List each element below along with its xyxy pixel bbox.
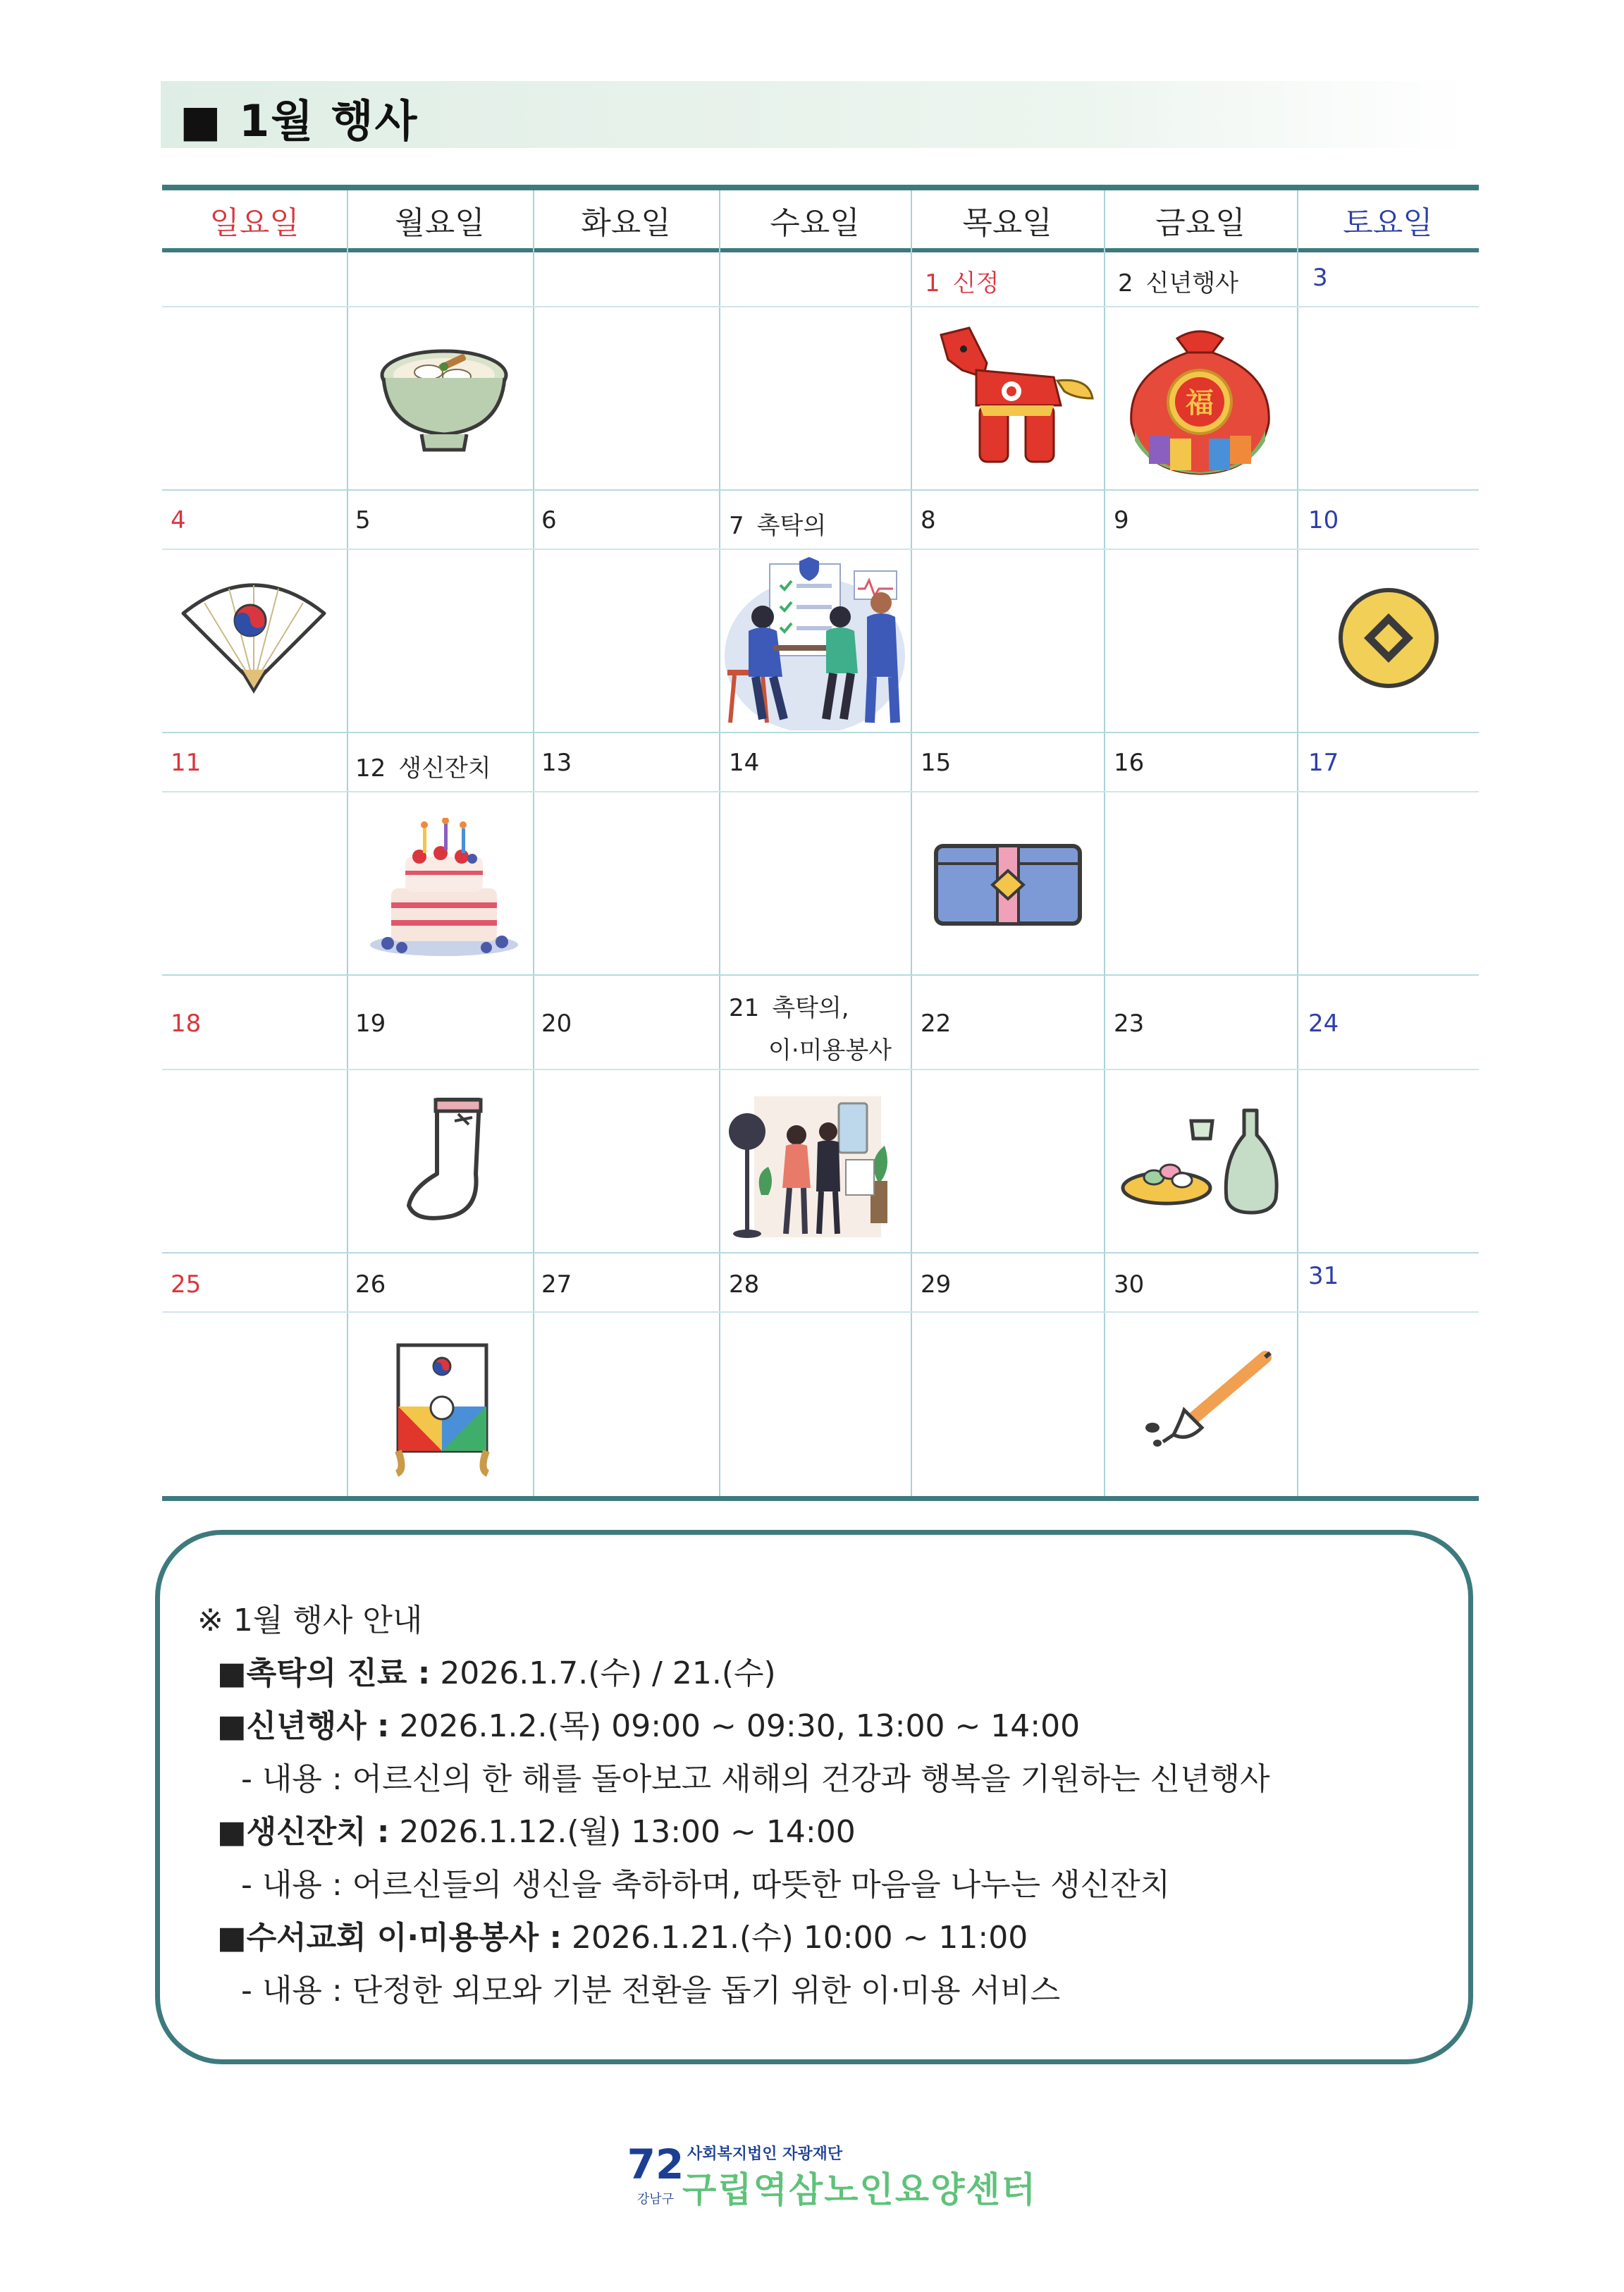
notice-detail: - 내용 : 어르신들의 생신을 축하하며, 따뜻한 마음을 나누는 생신잔치 <box>241 1867 1171 1903</box>
date-number: 25 <box>171 1270 202 1299</box>
grid-vline <box>1297 190 1298 1496</box>
medical-checkup-illustration <box>720 550 909 730</box>
date-cell <box>729 506 826 541</box>
notice-label: ■수서교회 이·미용봉사 : <box>217 1920 562 1956</box>
notice-label: ■신년행사 : <box>217 1708 390 1744</box>
grid-hline <box>162 1311 1479 1313</box>
notice-value: 2026.1.21.(수) 10:00 ~ 11:00 <box>562 1920 1028 1956</box>
folding-screen-icon <box>391 1340 493 1477</box>
date-number: 10 <box>1308 506 1339 534</box>
date-number: 22 <box>921 1010 952 1038</box>
date-number: 11 <box>171 749 202 777</box>
taegeuk-fan-icon <box>176 571 331 698</box>
notice-item <box>217 1806 856 1851</box>
grid-vline <box>347 190 348 1496</box>
date-number: 21 <box>729 994 760 1022</box>
grid-vline <box>911 190 912 1496</box>
date-number: 28 <box>729 1270 760 1299</box>
date-number: 6 <box>541 506 557 534</box>
date-number: 29 <box>921 1270 952 1299</box>
date-number: 23 <box>1114 1010 1145 1038</box>
date-number: 12 <box>355 754 386 783</box>
grid-hline <box>162 732 1479 733</box>
date-number: 24 <box>1308 1010 1339 1038</box>
notice-heading: ※ 1월 행사 안내 <box>197 1602 423 1638</box>
notice-item <box>217 1912 1028 1957</box>
weekday-sun: 일요일 <box>209 205 300 241</box>
grid-hline <box>162 791 1479 792</box>
notice-value: 2026.1.2.(목) 09:00 ~ 09:30, 13:00 ~ 14:00 <box>389 1708 1081 1744</box>
date-number: 1 <box>925 269 940 298</box>
calendar-top-border <box>162 185 1479 190</box>
grid-vline <box>719 190 720 1496</box>
date-number: 27 <box>541 1270 572 1299</box>
gangnam-logo-icon <box>627 2140 684 2210</box>
date-number: 16 <box>1114 749 1145 777</box>
grid-hline <box>162 1069 1479 1070</box>
date-number: 26 <box>355 1270 386 1299</box>
notice-label: ■생신잔치 : <box>217 1814 390 1850</box>
silk-envelope-icon <box>930 839 1085 931</box>
notice-detail: - 내용 : 어르신의 한 해를 돌아보고 새해의 건강과 행복을 기원하는 신년행사 <box>241 1761 1270 1797</box>
grid-hline <box>162 306 1479 307</box>
date-number: 19 <box>355 1010 386 1038</box>
birthday-cake-icon <box>367 818 522 959</box>
notice-detail: - 내용 : 단정한 외모와 기분 전환을 돕기 위한 이·미용 서비스 <box>241 1973 1061 2009</box>
weekday-thu: 목요일 <box>962 205 1052 241</box>
lucky-pouch-icon <box>1121 317 1279 476</box>
tteokguk-bowl-icon <box>374 331 515 458</box>
date-number: 3 <box>1312 264 1328 292</box>
notice-value: 2026.1.7.(수) / 21.(수) <box>430 1655 776 1691</box>
horse-toy-icon <box>920 321 1096 472</box>
date-number: 15 <box>921 749 952 777</box>
event-label: 신년행사 <box>1145 269 1239 298</box>
date-number: 13 <box>541 749 572 777</box>
date-number: 17 <box>1308 749 1339 777</box>
date-number: 7 <box>729 512 744 540</box>
hair-salon-illustration <box>726 1075 906 1244</box>
weekday-fri: 금요일 <box>1155 205 1245 241</box>
grid-hline <box>162 1252 1479 1254</box>
date-number: 8 <box>921 506 936 534</box>
yeopjeon-coin-icon <box>1336 585 1441 691</box>
date-number: 30 <box>1114 1270 1145 1299</box>
grid-hline <box>162 489 1479 491</box>
grid-vline <box>533 190 534 1496</box>
notice-item <box>217 1700 1080 1746</box>
date-cell <box>925 264 999 298</box>
date-number: 18 <box>171 1010 202 1038</box>
weekday-mon: 월요일 <box>395 205 485 241</box>
weekday-wed: 수요일 <box>770 205 860 241</box>
event-label: 신정 <box>952 269 999 298</box>
weekday-tue: 화요일 <box>581 205 671 241</box>
notice-value: 2026.1.12.(월) 13:00 ~ 14:00 <box>389 1814 856 1850</box>
date-number: 14 <box>729 749 760 777</box>
logo-mark: 72 <box>627 2140 684 2188</box>
foundation-name: 사회복지법인 자광재단 <box>687 2145 843 2163</box>
date-number: 31 <box>1308 1262 1339 1290</box>
event-label: 촉탁의 <box>756 512 827 540</box>
weekday-sat: 토요일 <box>1343 205 1433 241</box>
notice-item <box>217 1648 776 1693</box>
date-cell <box>729 988 849 1023</box>
event-label: 이·미용봉사 <box>768 1036 892 1065</box>
event-label: 촉탁의, <box>772 994 849 1022</box>
notice-label: ■촉탁의 진료 : <box>217 1655 431 1691</box>
rice-cake-and-wine-icon <box>1117 1107 1286 1220</box>
calendar-bottom-border <box>162 1496 1479 1501</box>
date-number: 20 <box>541 1010 572 1038</box>
grid-vline <box>1104 190 1105 1496</box>
beoseon-sock-icon <box>395 1089 508 1230</box>
date-cell <box>1118 264 1238 298</box>
calendar-header-border <box>162 248 1479 252</box>
date-number: 5 <box>355 506 371 534</box>
date-cell <box>355 749 491 783</box>
grid-hline <box>162 974 1479 976</box>
date-number: 9 <box>1114 506 1129 534</box>
center-name: 구립역삼노인요양센터 <box>682 2169 1037 2210</box>
svg-text:福: 福 <box>1186 386 1214 419</box>
page-title: ■ 1월 행사 <box>180 95 419 147</box>
date-number: 4 <box>171 506 186 534</box>
logo-caption: 강남구 <box>636 2192 675 2207</box>
date-number: 2 <box>1118 269 1133 298</box>
calligraphy-brush-icon <box>1142 1350 1276 1449</box>
event-label: 생신잔치 <box>398 754 491 783</box>
